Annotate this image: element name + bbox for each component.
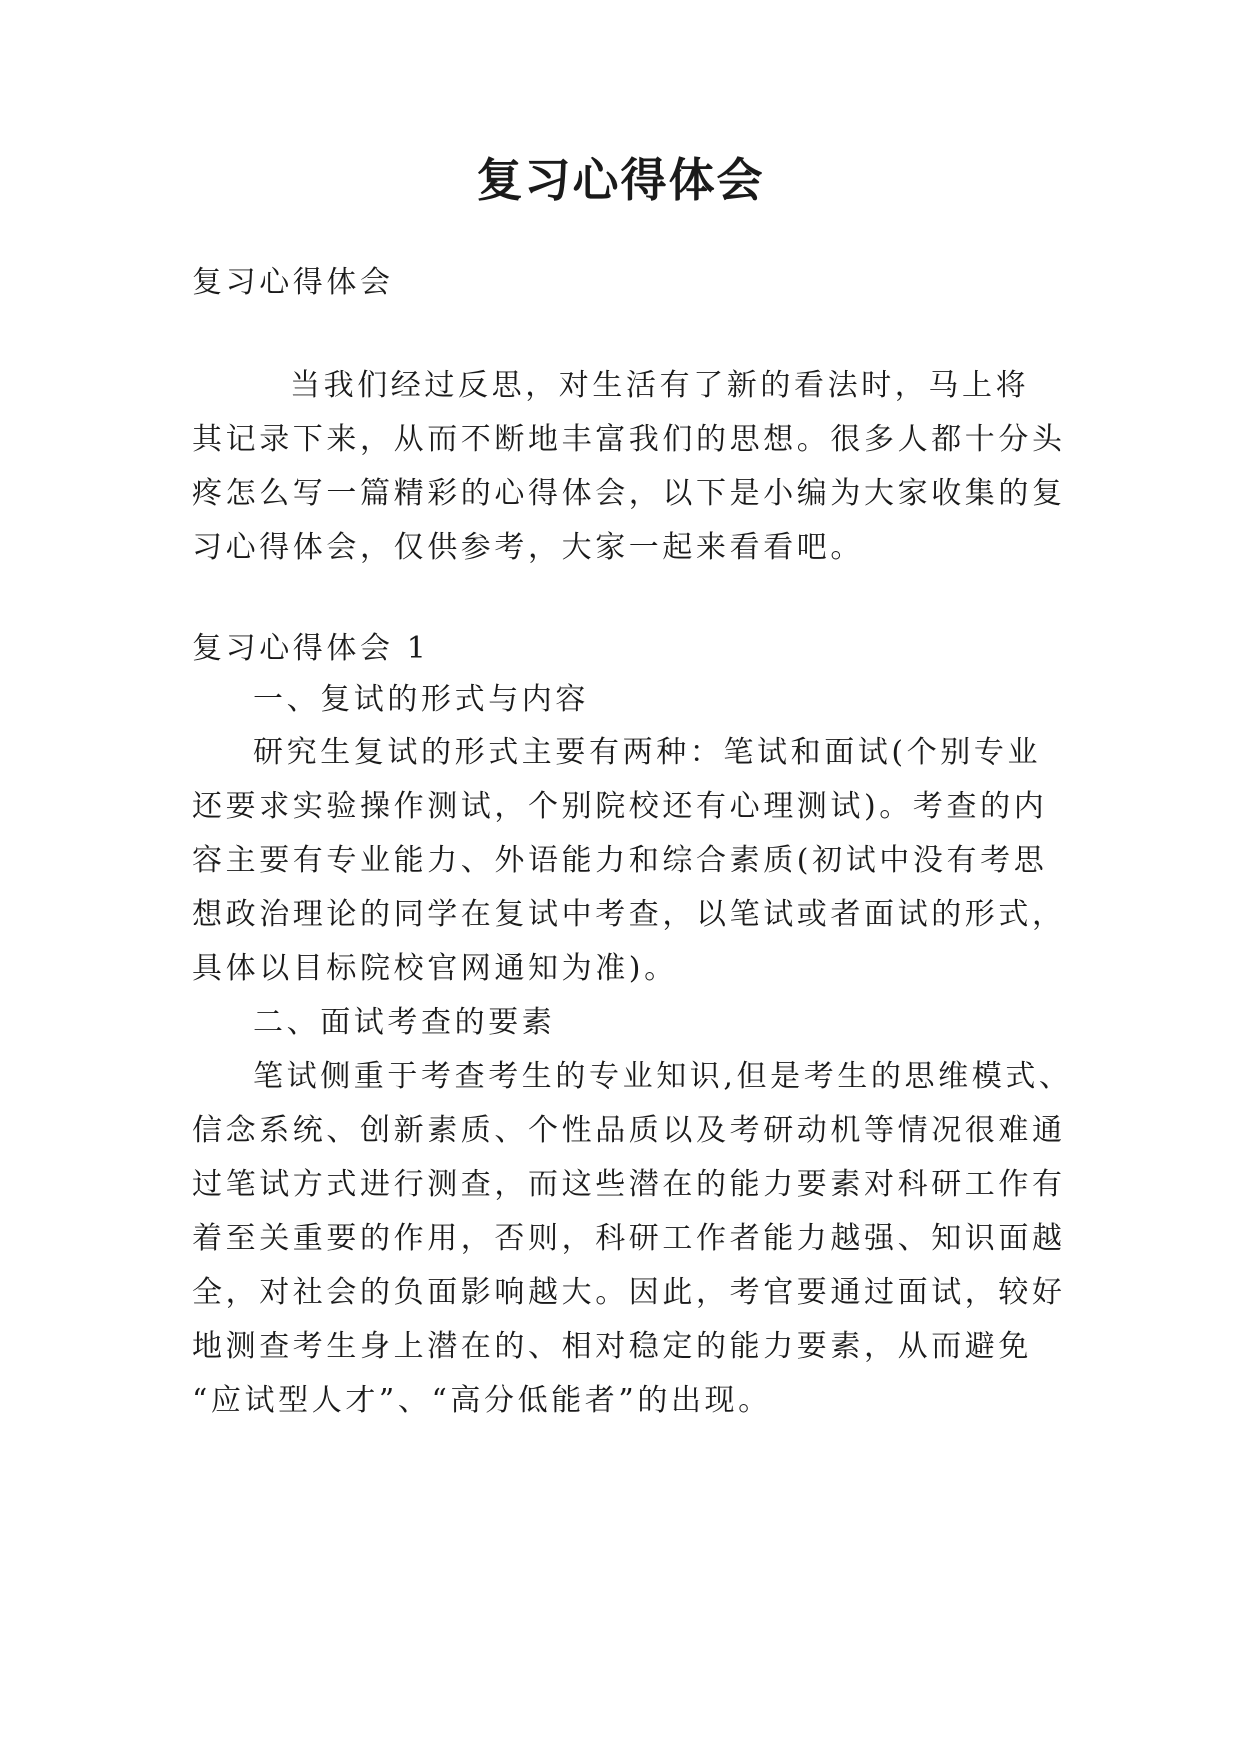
part-heading: 二、面试考查的要素 xyxy=(253,1005,556,1040)
paragraph-line: 地测查考生身上潜在的、相对稳定的能力要素，从而避免 xyxy=(192,1329,1032,1364)
intro-line: 当我们经过反思，对生活有了新的看法时，马上将 xyxy=(290,368,1030,403)
paragraph-line: 笔试侧重于考查考生的专业知识,但是考生的思维模式、 xyxy=(253,1059,1073,1094)
intro-line: 习心得体会，仅供参考，大家一起来看看吧。 xyxy=(192,530,864,565)
document-title: 复习心得体会 xyxy=(476,153,765,207)
paragraph-line: 想政治理论的同学在复试中考查，以笔试或者面试的形式， xyxy=(192,897,1066,932)
paragraph-line: 容主要有专业能力、外语能力和综合素质(初试中没有考思 xyxy=(192,843,1048,878)
section-heading: 复习心得体会 1 xyxy=(192,631,430,666)
paragraph-line: 着至关重要的作用，否则，科研工作者能力越强、知识面越 xyxy=(192,1221,1066,1256)
document-subtitle: 复习心得体会 xyxy=(192,265,394,300)
paragraph-line: 研究生复试的形式主要有两种：笔试和面试(个别专业 xyxy=(253,735,1042,770)
paragraph-line: 过笔试方式进行测查，而这些潜在的能力要素对科研工作有 xyxy=(192,1167,1066,1202)
paragraph-line: 具体以目标院校官网通知为准)。 xyxy=(192,951,678,986)
paragraph-line: 信念系统、创新素质、个性品质以及考研动机等情况很难通 xyxy=(192,1113,1066,1148)
intro-line: 疼怎么写一篇精彩的心得体会，以下是小编为大家收集的复 xyxy=(192,476,1066,511)
paragraph-line: 还要求实验操作测试，个别院校还有心理测试)。考查的内 xyxy=(192,789,1048,824)
part-heading: 一、复试的形式与内容 xyxy=(253,682,589,717)
paragraph-line: “应试型人才”、“高分低能者”的出现。 xyxy=(192,1383,772,1418)
intro-line: 其记录下来，从而不断地丰富我们的思想。很多人都十分头 xyxy=(192,422,1066,457)
paragraph-line: 全，对社会的负面影响越大。因此，考官要通过面试，较好 xyxy=(192,1275,1066,1310)
